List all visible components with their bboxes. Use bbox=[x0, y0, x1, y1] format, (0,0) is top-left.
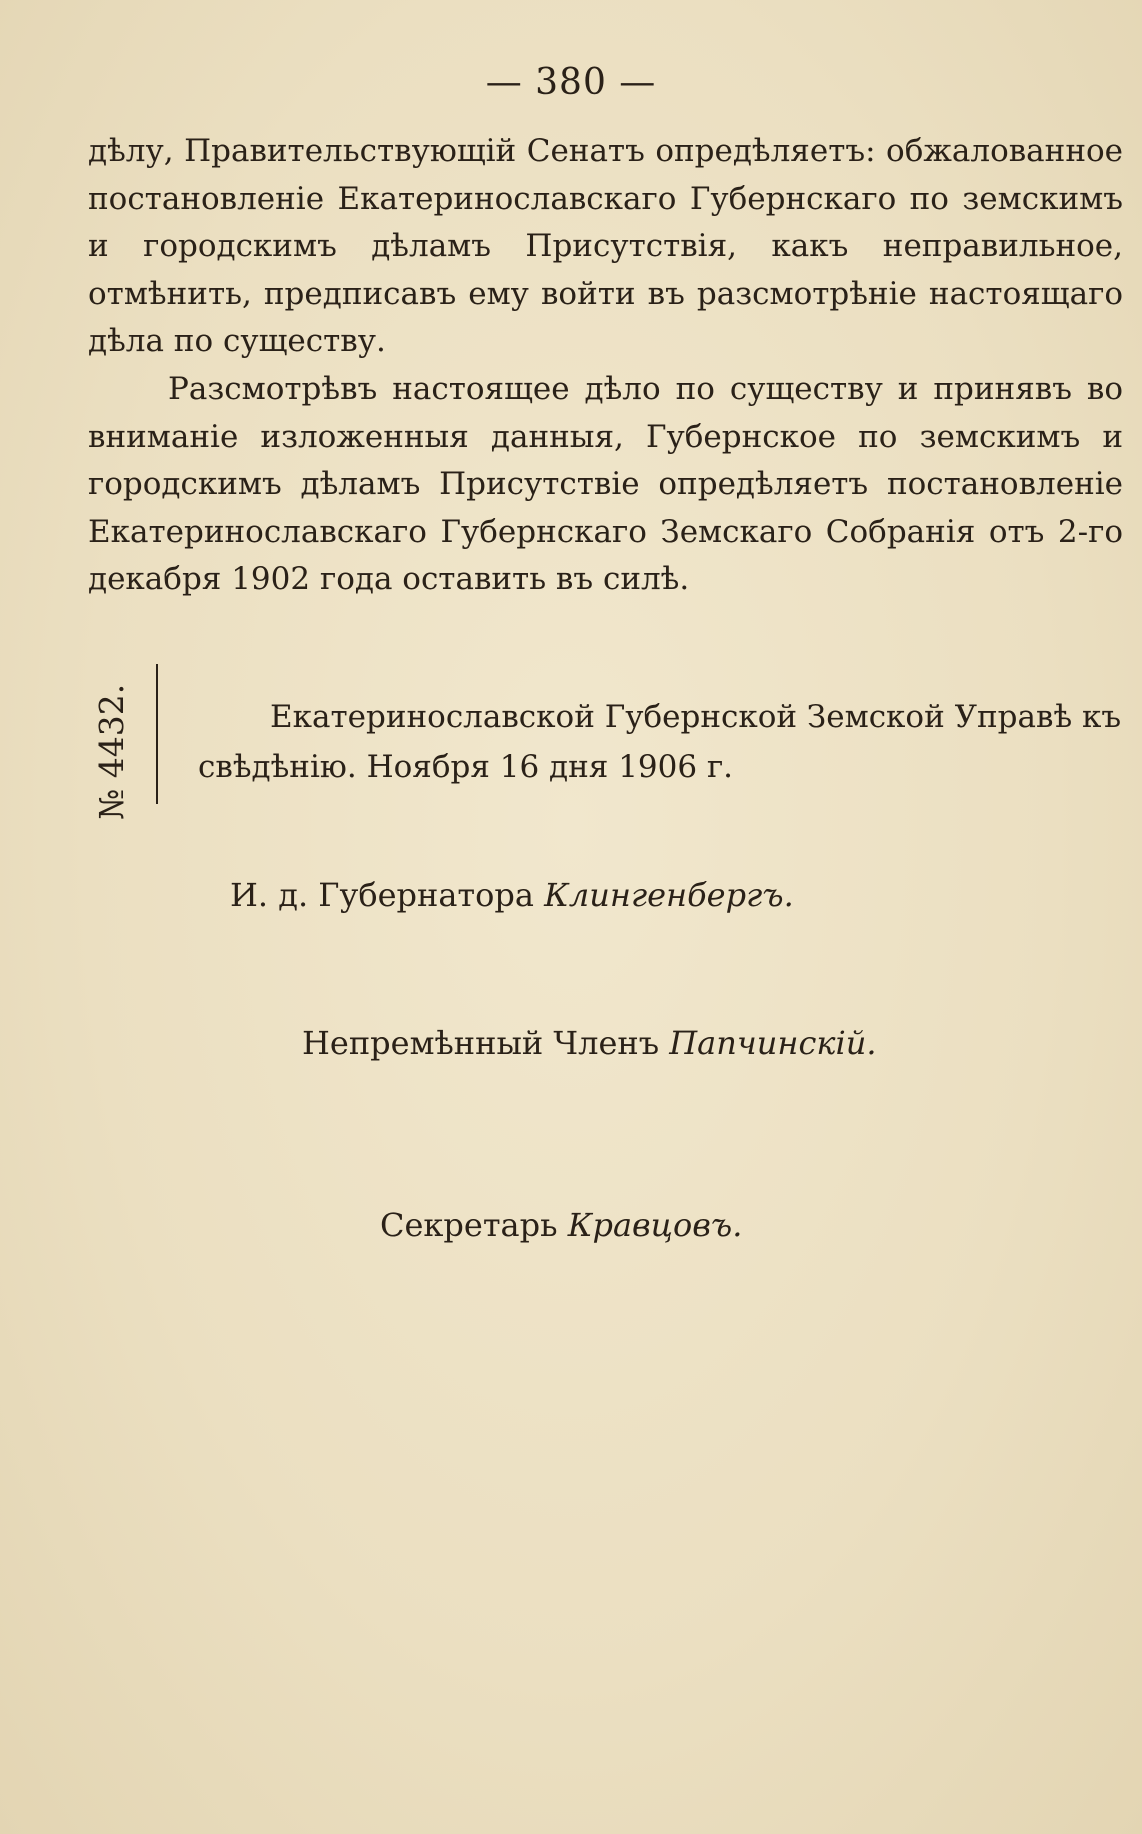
paragraph-senate-decision: дѣлу, Правительствующій Сенатъ опредѣляетъ: обжалованное постановленіе Екатеринославскаго Губернскаго по земскимъ и городскимъ дѣламъ Присутствія, какъ неправильное, отмѣнить, предписавъ ему войти въ разсмотрѣніе настоящаго дѣла по существу. bbox=[88, 133, 1123, 359]
secretary-name: Кравцовъ. bbox=[567, 1206, 743, 1244]
order-number: № 4432. bbox=[92, 683, 131, 820]
governor-name: Клингенбергъ. bbox=[544, 876, 794, 914]
order-number-rule bbox=[156, 664, 158, 804]
page-number: — 380 — bbox=[485, 62, 657, 103]
paragraph-presence-decision: Разсмотрѣвъ настоящее дѣло по существу и принявъ во вниманіе изложенныя данныя, Губернское по земскимъ и городскимъ дѣламъ Присутствіе опредѣляетъ постановленіе Екатеринославскаго Губернскаго Земскаго Собранія отъ 2-го декабря 1902 года оставить въ силѣ. bbox=[88, 371, 1123, 597]
note-line-2: свѣдѣнію. Ноября 16 дня 1906 г. bbox=[198, 749, 734, 785]
governor-title: И. д. Губернатора bbox=[230, 876, 534, 914]
notification-note bbox=[198, 692, 1123, 792]
signature-member bbox=[302, 1024, 877, 1062]
signature-secretary bbox=[380, 1206, 742, 1244]
note-line-1: Екатеринославской Губернской Земской Управѣ къ bbox=[270, 699, 1122, 735]
secretary-title: Секретарь bbox=[380, 1206, 558, 1244]
member-name: Папчинскій. bbox=[669, 1024, 877, 1062]
signature-governor bbox=[230, 876, 794, 914]
member-title: Непремѣнный Членъ bbox=[302, 1024, 660, 1062]
